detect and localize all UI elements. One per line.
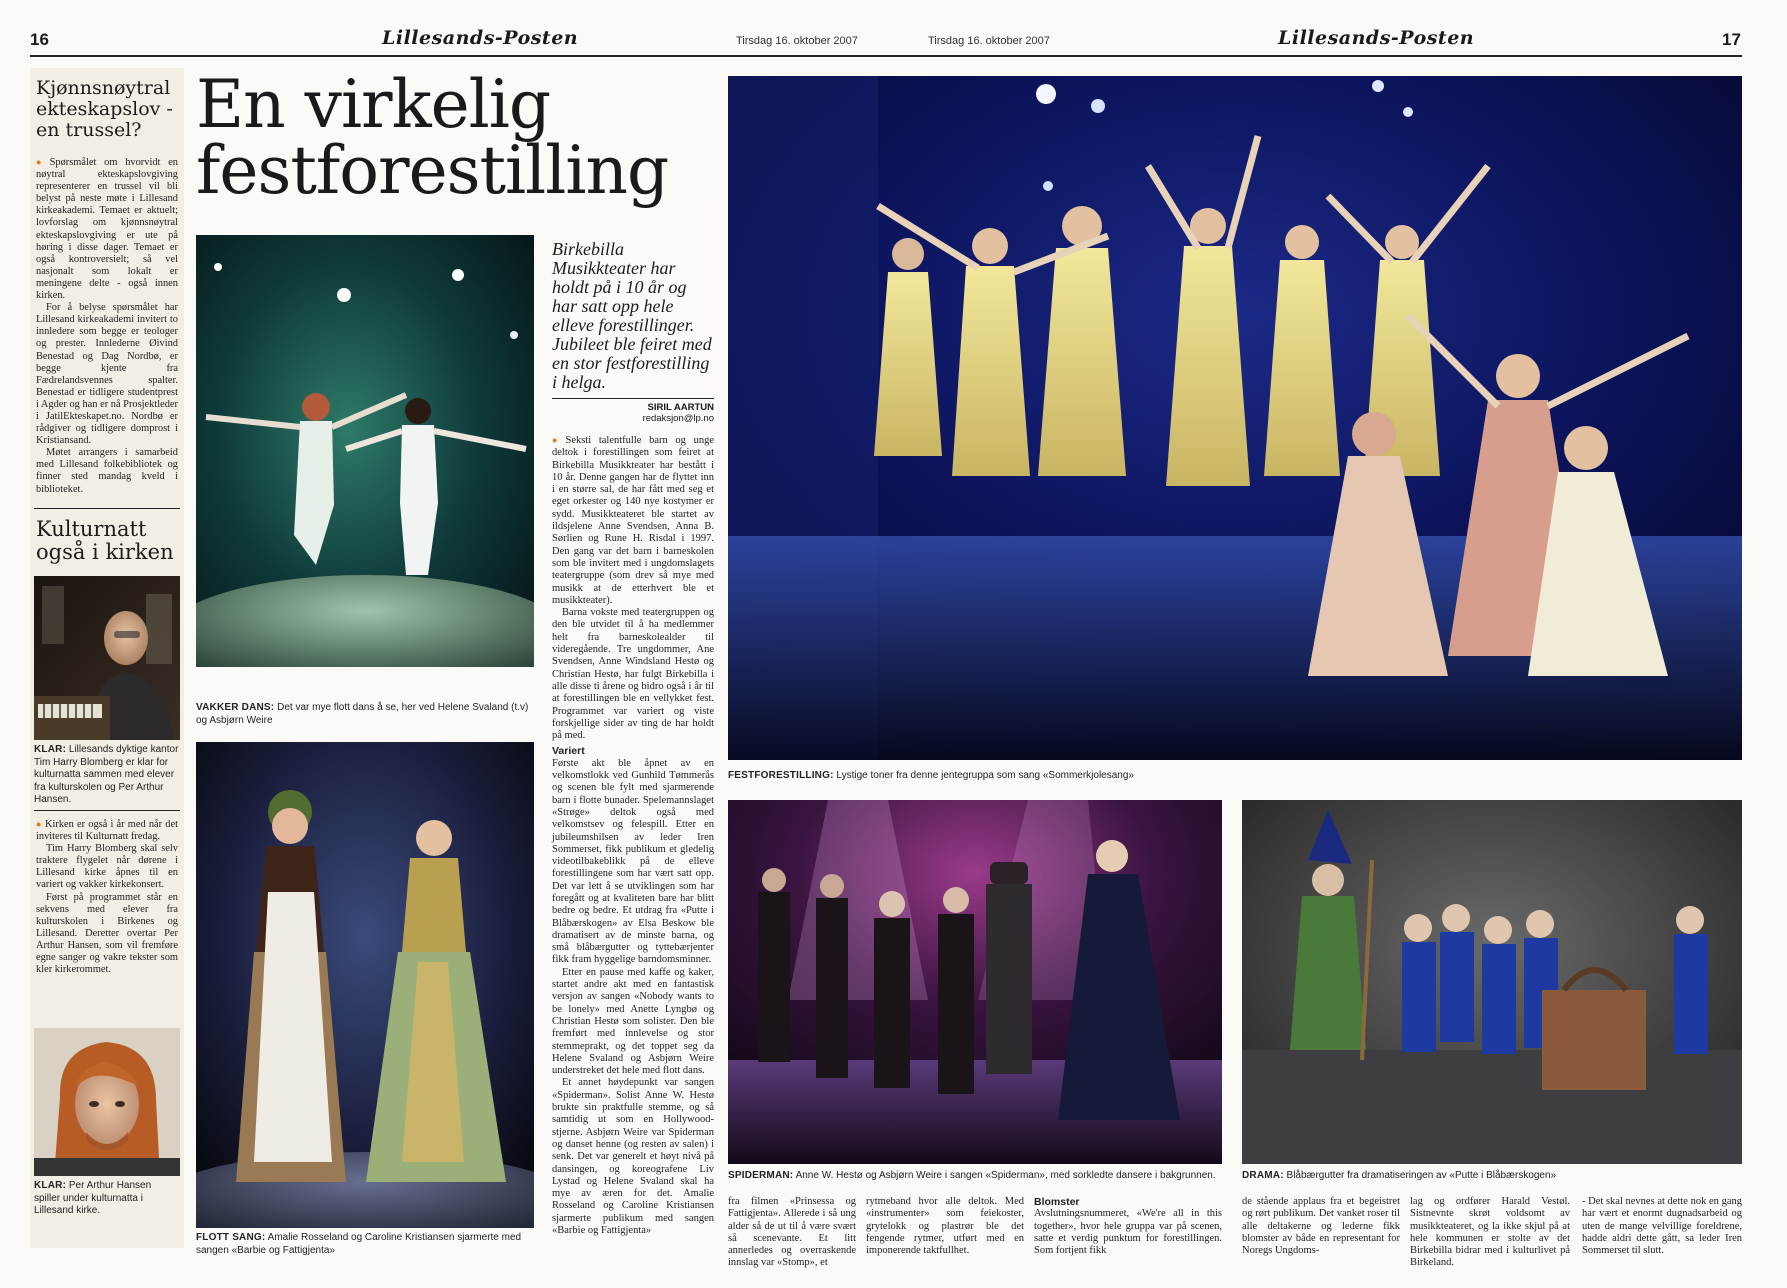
spiderman-photo <box>728 800 1222 1164</box>
girls-group-stage-photo <box>728 76 1742 760</box>
bottom-column-5: lag og ordfører Harald Vestøl. Sistnevnte skrøt voldsomt av musikkteateret, og la ikke skjul på at hele kommunen er stolte av det Birkebilla bidrar med i kulturlivet på Birkeland. <box>1410 1196 1570 1269</box>
masthead-left: Lillesands-Posten <box>382 27 579 49</box>
subhead-blomster: Blomster <box>1034 1196 1080 1208</box>
header-rule <box>30 55 1742 57</box>
bottom-column-4: de stående applaus fra et begeistret og rørt publikum. Det vanket roser til alle deltakerne og lederne fikk blomster av både en representant for Noregs Ungdoms- <box>1242 1196 1400 1257</box>
girls-group-caption: FESTFORESTILLING: Lystige toner fra denne jentegruppa som sang «Sommerkjolesang» <box>728 770 1134 781</box>
blueberry-boys-photo <box>1242 800 1742 1164</box>
bullet-icon: ● <box>552 435 563 445</box>
byline-email[interactable]: redaksjon@lp.no <box>642 413 714 424</box>
dance-duo-photo <box>196 235 534 667</box>
masthead-right: Lillesands-Posten <box>1278 27 1475 49</box>
date-right: Tirsdag 16. oktober 2007 <box>928 35 1050 47</box>
byline-rule <box>552 398 714 399</box>
main-headline: En virkelig festforestilling <box>196 66 669 209</box>
bottom-column-3: Blomster Avslutningsnummeret, «We're all in this together», hvor hele gruppa var på scenen, satte et verdig punktum for forestillingen. Som fortjent fikk <box>1034 1196 1222 1257</box>
sidebar-divider <box>34 508 180 509</box>
article-ingress: Birkebilla Musikkteater har holdt på i 10 år og har satt opp hele elleve forestillinger. Jubileet ble feiret med en stor festforestilling i helga. <box>552 239 712 392</box>
organist-photo <box>34 576 180 740</box>
subhead-variert: Variert <box>552 745 585 758</box>
sidebar-story2-headline: Kulturnatt også i kirken <box>36 517 174 564</box>
date-left: Tirsdag 16. oktober 2007 <box>736 35 858 47</box>
sidebar-story2-body: ● Kirken er også i år med når det inviteres til Kulturnatt fredag. Tim Harry Blomberg skal selv traktere flygelet når dørene i Lillesand kirke åpnes til en variert og vakker kirkekonsert. Først på programmet står en sekvens med elever fra kulturskolen i Birkenes og Lillesand. Deretter overtar Per Arthur Hansen, som vil fremføre egne sanger og vakre tekster som kler kirkerommet. <box>36 819 178 976</box>
bullet-icon: ● <box>36 157 47 167</box>
organist-caption: KLAR: Lillesands dyktige kantor Tim Harry Blomberg er klar for kulturnatta sammen med elever fra kulturskolen og Per Arthur Hansen. <box>34 744 179 805</box>
bottom-column-1: fra filmen «Prinsessa og Fattigjenta». Allerede i så ung alder så de ut til å være svært så scenevante. Et litt annerledes og overraskende innslag var «Stomp», et <box>728 1196 856 1269</box>
two-singers-caption: FLOTT SANG: Amalie Rosseland og Caroline Kristiansen sjarmerte med sangen «Barbie og Fattigjenta» <box>196 1232 522 1256</box>
sidebar-divider-2 <box>34 810 180 811</box>
two-singers-photo <box>196 742 534 1228</box>
bottom-column-6: - Det skal nevnes at dette nok en gang har vært et enormt dugnadsarbeid og uten de mange velvillige foreldrene, hadde aldri dette gått, sa leder Iren Sommerset til slutt. <box>1582 1196 1742 1257</box>
byline: SIRIL AARTUN redaksjon@lp.no <box>552 402 714 424</box>
left-page-number: 16 <box>30 30 49 49</box>
sidebar-story1-headline: Kjønnsnøytral ekteskapslov - en trussel? <box>36 77 173 141</box>
singer-portrait-photo <box>34 1028 180 1176</box>
singer-caption: KLAR: Per Arthur Hansen spiller under kulturnatta i Lillesand kirke. <box>34 1180 152 1216</box>
bottom-column-2: rytmeband hvor alle deltok. Med «instrumenter» som feiekoster, grytelokk og plastrør ble det fengende rytmer, utført med en imponerende taktfullhet. <box>866 1196 1024 1257</box>
bullet-icon: ● <box>36 819 43 829</box>
spiderman-caption: SPIDERMAN: Anne W. Hestø og Asbjørn Weire i sangen «Spiderman», med sorkledte dansere i bakgrunnen. <box>728 1170 1216 1181</box>
dance-duo-caption: VAKKER DANS: Det var mye flott dans å se, her ved Helene Svaland (t.v) og Asbjørn Weire <box>196 702 529 726</box>
sidebar <box>30 68 184 1248</box>
sidebar-story1-body: ● Spørsmålet om hvorvidt en nøytral ekteskapslovgiving representerer en trussel vil bli belyst på neste møte i Lillesand kirkeakademi. Temaet er aktuelt; lovforslag om kjønnsnøytral ekteskapslovgiving er ute på høring i disse dager. Temaet er også kontroversielt; så vel nasjonalt som lokalt er meningene delte - også innen kirken. For å belyse spørsmålet har Lillesand kirkeakademi invitert to innledere som begge er teologer og prester. Innlederne Øivind Benestad og Dag Nordbø, er begge kjente fra Fædrelandsvennes spalter. Benestad er tidligere studentprest i Agder og han er nå Prosjektleder i JatilEkteskapet.no. Nordbø er rådgiver og tidligere domprost i Kristiansand. Møtet arrangers i samarbeid med Lillesand folkebibliotek og finner sted mandag kveld i biblioteket. <box>36 157 179 495</box>
blueberry-boys-caption: DRAMA: Blåbærgutter fra dramatiseringen av «Putte i Blåbærskogen» <box>1242 1170 1557 1181</box>
right-page-number: 17 <box>1722 30 1741 49</box>
article-body-column: ● Seksti talentfulle barn og unge deltok i forestillingen som feiret at Birkebilla Musikkteater har bestått i 10 år. Denne gangen har de flyttet inn i en større sal, de har fått med seg et eget orkester og 140 nye kostymer er sydd. Musikkteateret ble startet av ildsjelene Anne Svendsen, Anna B. Sørlien og Rune H. Risdal i 1997. Den gang var det barn i barneskolen som ble invitert med i ungdomslagets teatergruppe (som drev så mye med musikk at de etterhvert ble et musikkteater). Barna vokste med teatergruppen og den ble utvidet til å ha medlemmer helt fra barneskolealder til videregående. Tre ungdommer, Ane Svendsen, Anne Windsland Hestø og Christian Hestø, har fulgt Birkebilla i alle disse ti årene og bidro også i år til at forestillingen ble en vellykket fest. Programmet var variert og viste forskjellige sider av ting de har holdt på med. Variert Første akt ble åpnet av en velkomstlokk ved Gunhild Tømmerås og scenen ble fylt med sjarmerende barn i flotte bunader. Spelemannslaget «Strøge» deltok også med velkomstsev og felespill. Etter en jubileumshilsen av leder Iren Sommerset, fikk publikum et gledelig videotilbakeblikk på de elleve forestillingene som har vært satt opp. Det var lett å se utviklingen som har foregått og at kvaliteten bare har blitt bedre og bedre. Et utdrag fra «Putte i Blåbærskogen» av Elsa Beskow ble dramatisert av de minste barna, og små blåbærgutter og tyttebærjenter fikk fram hyggelige barndomsminner. Etter en pause med kaffe og kaker, startet andre akt med en fantastisk versjon av sangen «Nobody wants to be lonely» med Anette Lyngbø og Christian Hestø som solister. Den ble fremført med innlevelse og stor stemmeprakt, og det toppet seg da Helene Svaland og Asbjørn Weire understreket det hele med flott dans. Et annet høydepunkt var sangen «Spiderman». Solist Anne W. Hestø brukte sin praktfulle stemme, og så samtidig ut som en Hollywood-stjerne. Asbjørn Weire var Spiderman og danset henne (og resten av salen) i senk. Det var generelt et høyt nivå på dansingen, og koreografene Liv Lystad og Helene Svaland skal ha mye av æren for det. Amalie Rosseland og Caroline Kristiansen sjarmerte publikum med sangen «Barbie og Fattigjenta» <box>552 435 715 1236</box>
